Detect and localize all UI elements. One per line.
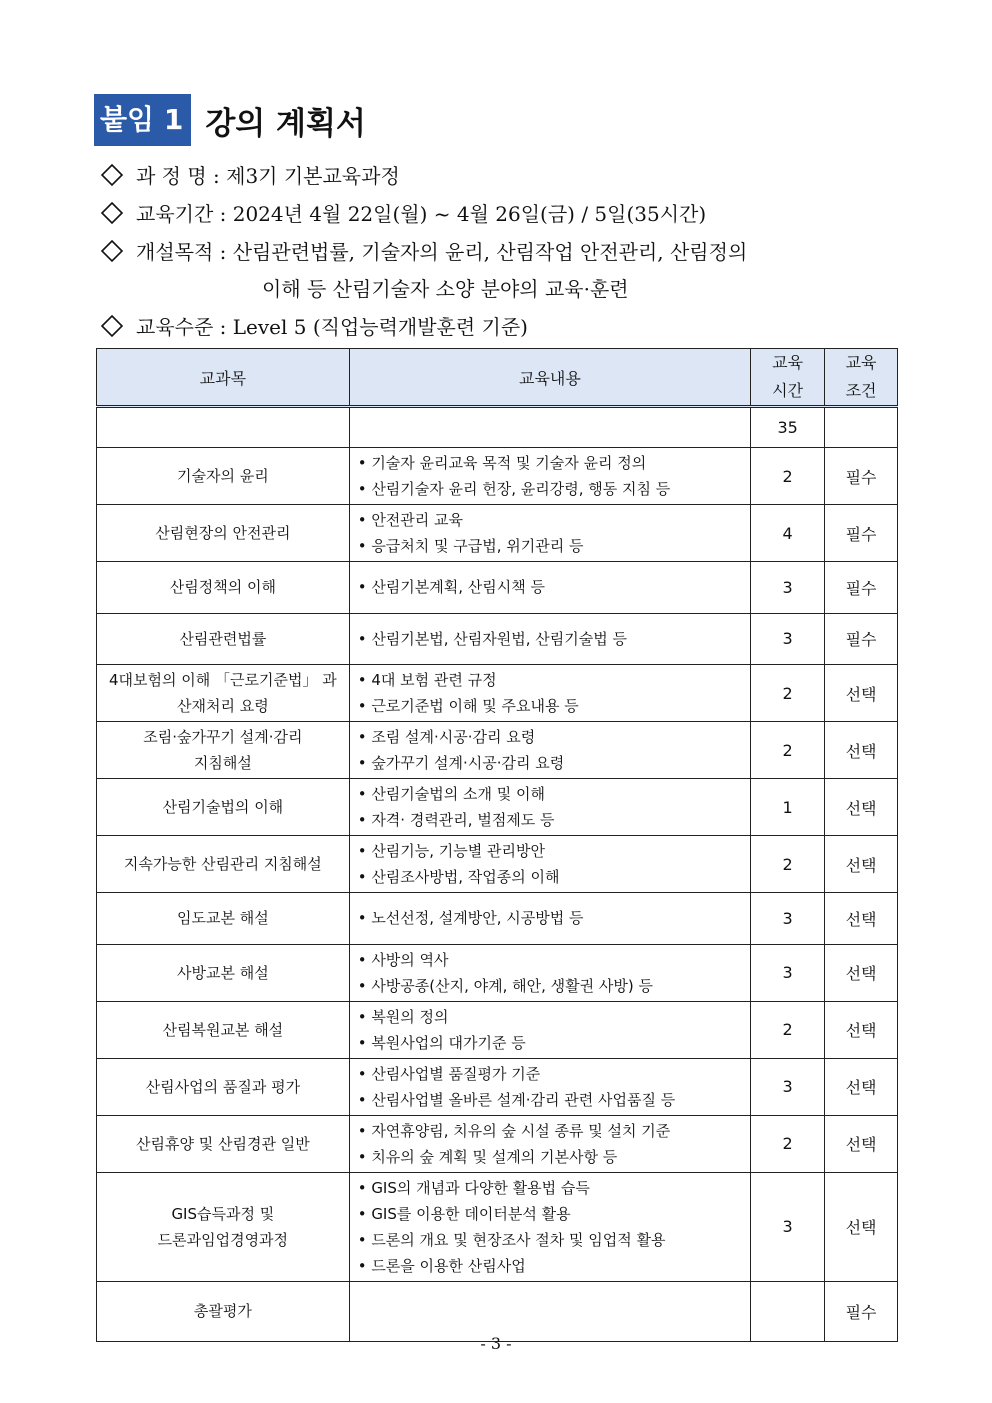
subject-cell (97, 665, 350, 722)
diamond-outline-icon (100, 314, 124, 338)
subject-line: 임도교본 해설 (176, 909, 269, 928)
hours-cell: 2 (751, 836, 825, 893)
subject-cell (97, 779, 350, 836)
info-period: 교육기간 : 2024년 4월 22일(월) ~ 4월 26일(금) / 5일(35시간) (100, 198, 706, 227)
page-title: 강의 계획서 (205, 105, 366, 142)
table-row (97, 1001, 898, 1058)
content-cell (349, 779, 750, 836)
content-item: • 사방공종(산지, 야계, 해안, 생활권 사방) 등 (358, 973, 744, 999)
content-item: • 근로기준법 이해 및 주요내용 등 (358, 693, 744, 719)
table-row (97, 1115, 898, 1172)
content-item: • 산림기본계획, 산림시책 등 (358, 574, 744, 600)
content-cell (349, 1001, 750, 1058)
subject-line: 사방교본 해설 (176, 963, 269, 982)
info-level: 교육수준 : Level 5 (직업능력개발훈련 기준) (100, 311, 528, 340)
content-item: • 복원사업의 대가기준 등 (358, 1030, 744, 1056)
condition-cell: 선택 (825, 893, 898, 945)
content-item: • GIS의 개념과 다양한 활용법 습득 (358, 1175, 744, 1201)
subject-cell (97, 448, 350, 505)
subject-line: GIS습득과정 및 (171, 1204, 275, 1223)
content-item: • 응급처치 및 구급법, 위기관리 등 (358, 533, 744, 559)
diamond-outline-icon (100, 163, 124, 187)
total-row (97, 407, 898, 448)
content-item: • 자연휴양림, 치유의 숲 시설 종류 및 설치 기준 (358, 1118, 744, 1144)
final-evaluation-row (97, 1281, 898, 1341)
subject-cell (97, 1115, 350, 1172)
table-row (97, 1058, 898, 1115)
content-item: • 산림기본법, 산림자원법, 산림기술법 등 (358, 626, 744, 652)
subject-cell (97, 893, 350, 945)
subject-line: 산림기술법의 이해 (162, 798, 284, 817)
subject-line: 드론과임업경영과정 (157, 1230, 289, 1249)
hours-cell: 2 (751, 1001, 825, 1058)
content-item: • 산림기능, 기능별 관리방안 (358, 838, 744, 864)
content-cell (349, 1115, 750, 1172)
subject-cell (97, 944, 350, 1001)
content-cell (349, 613, 750, 665)
condition-cell: 필수 (825, 448, 898, 505)
content-cell (349, 1058, 750, 1115)
content-cell (349, 1172, 750, 1281)
content-cell (349, 893, 750, 945)
content-item: • 숲가꾸기 설계·시공·감리 요령 (358, 750, 744, 776)
info-purpose: 개설목적 : 산림관련법률, 기술자의 윤리, 산림작업 안전관리, 산림정의 (100, 236, 747, 265)
diamond-outline-icon (100, 239, 124, 263)
subject-line: 4대보험의 이해 「근로기준법」 과 (108, 671, 337, 690)
content-item: • 치유의 숲 계획 및 설계의 기본사항 등 (358, 1144, 744, 1170)
condition-cell: 필수 (825, 562, 898, 614)
content-item: • 노선선정, 설계방안, 시공방법 등 (358, 905, 744, 931)
table-row (97, 836, 898, 893)
hours-cell: 3 (751, 893, 825, 945)
content-cell (349, 448, 750, 505)
condition-cell: 선택 (825, 665, 898, 722)
condition-cell: 선택 (825, 779, 898, 836)
hours-cell: 2 (751, 665, 825, 722)
content-item: • GIS를 이용한 데이터분석 활용 (358, 1201, 744, 1227)
table-row (97, 665, 898, 722)
content-cell (349, 562, 750, 614)
condition-cell: 선택 (825, 722, 898, 779)
condition-cell: 필수 (825, 1281, 898, 1341)
header-condition: 교육 조건 (825, 349, 898, 407)
content-item: • 산림기술법의 소개 및 이해 (358, 781, 744, 807)
table-row (97, 448, 898, 505)
subject-line: 산림복원교본 해설 (162, 1020, 284, 1039)
diamond-outline-icon (100, 201, 124, 225)
content-item: • 안전관리 교육 (358, 507, 744, 533)
hours-cell: 3 (751, 1172, 825, 1281)
condition-cell: 필수 (825, 505, 898, 562)
subject-line: 지침해설 (193, 754, 252, 773)
content-item: • 조림 설계·시공·감리 요령 (358, 724, 744, 750)
hours-cell: 3 (751, 613, 825, 665)
table-row (97, 613, 898, 665)
title-row (94, 94, 366, 146)
header-hours: 교육 시간 (751, 349, 825, 407)
table-row (97, 505, 898, 562)
subject-line: 산림사업의 품질과 평가 (145, 1077, 301, 1096)
subject-cell (97, 722, 350, 779)
hours-cell: 3 (751, 1058, 825, 1115)
subject-cell (97, 1172, 350, 1281)
content-item: • 산림조사방법, 작업종의 이해 (358, 864, 744, 890)
content-cell (349, 665, 750, 722)
content-item: • 4대 보험 관련 규정 (358, 667, 744, 693)
lecture-plan-table (96, 348, 898, 1342)
header-subject: 교과목 (97, 349, 350, 407)
subject-cell (97, 505, 350, 562)
condition-cell: 선택 (825, 1001, 898, 1058)
info-course-name: 과 정 명 : 제3기 기본교육과정 (100, 160, 400, 189)
attachment-badge: 붙임 1 (94, 94, 191, 146)
subject-line: 조림·숲가꾸기 설계·감리 (143, 728, 303, 747)
condition-cell: 선택 (825, 1115, 898, 1172)
content-item: • 산림기술자 윤리 헌장, 윤리강령, 행동 지침 등 (358, 476, 744, 502)
content-cell (349, 505, 750, 562)
condition-cell: 선택 (825, 944, 898, 1001)
content-cell (349, 722, 750, 779)
content-item: • 복원의 정의 (358, 1004, 744, 1030)
info-purpose-cont: 이해 등 산림기술자 소양 분야의 교육·훈련 (262, 277, 629, 301)
hours-cell: 2 (751, 1115, 825, 1172)
condition-cell: 선택 (825, 1172, 898, 1281)
content-item: • 기술자 윤리교육 목적 및 기술자 윤리 정의 (358, 450, 744, 476)
content-item: • 사방의 역사 (358, 947, 744, 973)
content-cell (349, 836, 750, 893)
content-item: • 산림사업별 올바른 설계·감리 관련 사업품질 등 (358, 1087, 744, 1113)
table-row (97, 779, 898, 836)
subject-line: 기술자의 윤리 (176, 467, 269, 485)
header-content: 교육내용 (349, 349, 750, 407)
hours-cell: 3 (751, 562, 825, 614)
subject-line: 지속가능한 산림관리 지침해설 (123, 855, 322, 874)
subject-line: 산림정책의 이해 (169, 578, 276, 597)
table-row (97, 1172, 898, 1281)
hours-cell: 4 (751, 505, 825, 562)
hours-cell: 3 (751, 944, 825, 1001)
subject-line: 산림휴양 및 산림경관 일반 (135, 1134, 310, 1153)
subject-line: 산림관련법률 (179, 629, 267, 648)
subject-cell (97, 613, 350, 665)
table-row (97, 722, 898, 779)
subject-line: 산림현장의 안전관리 (155, 524, 291, 542)
hours-cell: 2 (751, 722, 825, 779)
content-item: • 산림사업별 품질평가 기준 (358, 1061, 744, 1087)
subject-cell (97, 562, 350, 614)
condition-cell: 필수 (825, 613, 898, 665)
table-row (97, 562, 898, 614)
subject-cell: 총괄평가 (97, 1281, 350, 1341)
subject-cell (97, 1001, 350, 1058)
content-cell (349, 944, 750, 1001)
subject-cell (97, 836, 350, 893)
content-item: • 자격· 경력관리, 벌점제도 등 (358, 807, 744, 833)
page-number: - 3 - (480, 1334, 512, 1353)
condition-cell: 선택 (825, 1058, 898, 1115)
condition-cell: 선택 (825, 836, 898, 893)
hours-cell: 1 (751, 779, 825, 836)
hours-cell: 2 (751, 448, 825, 505)
content-item: • 드론을 이용한 산림사업 (358, 1253, 744, 1279)
content-item: • 드론의 개요 및 현장조사 절차 및 임업적 활용 (358, 1227, 744, 1253)
table-row (97, 944, 898, 1001)
table-row (97, 893, 898, 945)
total-hours: 35 (751, 407, 825, 448)
subject-cell (97, 1058, 350, 1115)
subject-line: 산재처리 요령 (176, 697, 269, 716)
